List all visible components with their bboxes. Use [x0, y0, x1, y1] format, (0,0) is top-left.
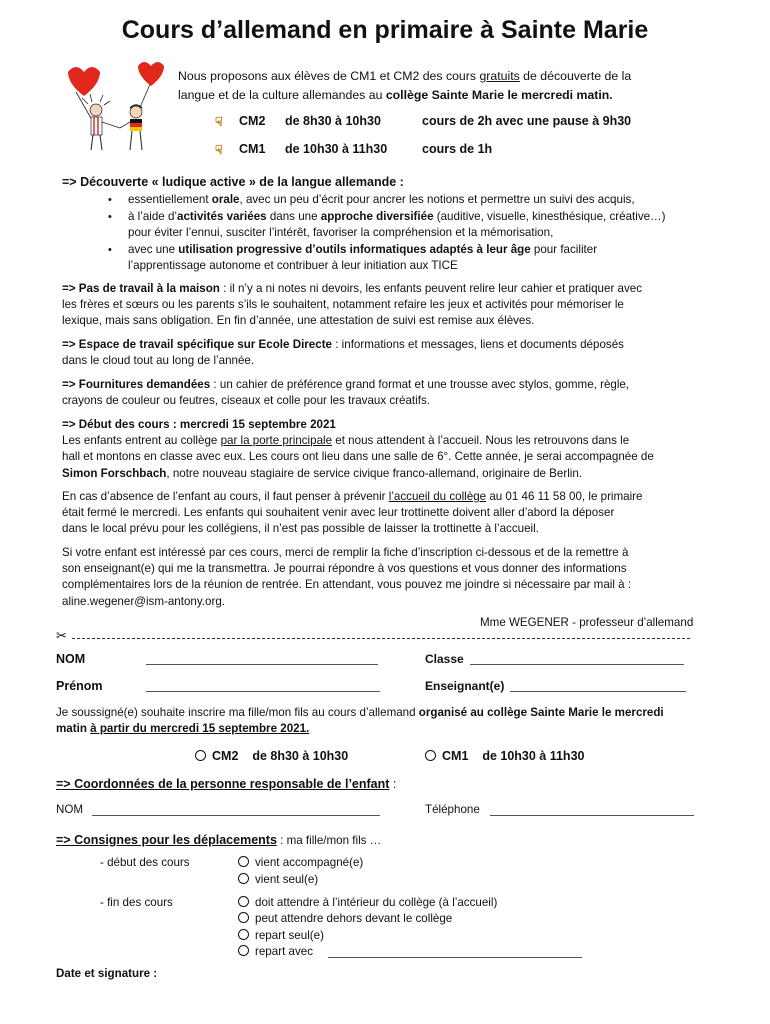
- radio-icon[interactable]: [238, 945, 249, 956]
- decouverte-item-3: avec une utilisation progressive d’outils informatiques adaptés à leur âge pour faciliter l’apprentissage autonome et contribuer à leur initiation aux TICE: [128, 243, 598, 273]
- children-balloons-illustration: [58, 62, 170, 154]
- cut-line: [72, 638, 690, 639]
- debut-option-1[interactable]: vient accompagné(e): [238, 855, 363, 871]
- pointer-hand-icon: ☟: [215, 115, 223, 129]
- radio-icon[interactable]: [425, 750, 436, 761]
- signature-line: Mme WEGENER - professeur d’allemand: [480, 616, 694, 629]
- decouverte-heading: => Découverte « ludique active » de la langue allemande :: [62, 175, 404, 189]
- fin-option-2[interactable]: peut attendre dehors devant le collège: [238, 911, 452, 927]
- radio-icon[interactable]: [238, 896, 249, 907]
- pointer-hand-icon: ☟: [215, 143, 223, 157]
- date-signature-label: Date et signature :: [56, 967, 158, 980]
- decouverte-item-2: à l’aide d’activités variées dans une approche diversifiée (auditive, visuelle, kinesthésique, créative…) pour éviter l’ennui, susciter l’intérêt, favoriser la compréhension et la mémorisation,: [128, 210, 666, 240]
- fin-option-3[interactable]: repart seul(e): [238, 928, 324, 944]
- classe-field[interactable]: [470, 664, 684, 665]
- absence-paragraph: En cas d’absence de l’enfant au cours, il faut penser à prévenir l’accueil du collège au 01 46 11 58 00, le primaire était fermé le mercredi. Les enfants qui souhaitent venir avec leur trottinette doivent aller d’abord la déposer dans le local prévu pour les collégiens, il n’est pas possible de laisser la trottinette à l’accueil.: [62, 490, 643, 536]
- radio-icon[interactable]: [238, 856, 249, 867]
- radio-icon[interactable]: [238, 873, 249, 884]
- repart-avec-field[interactable]: [328, 957, 582, 958]
- classe-label: Classe: [425, 652, 464, 666]
- intro-text: Nous proposons aux élèves de CM1 et CM2 des cours gratuits de découverte de la langue et de la culture allemandes au collège Sainte Marie le mercredi matin.: [178, 69, 632, 102]
- telephone-label: Téléphone: [425, 803, 480, 816]
- maison-paragraph: => Pas de travail à la maison : il n’y a ni notes ni devoirs, les enfants peuvent relire leur cahier et pratiquer avec les frères et sœurs ou les parents s’ils le souhaitent, notamment refaire les jeux et activités pour mémoriser le lexique, mais sans obligation. En fin d’année, une attestation de suivi est remise aux élèves.: [62, 282, 643, 328]
- enseignant-field[interactable]: [510, 691, 686, 692]
- radio-icon[interactable]: [238, 929, 249, 940]
- coord-nom-label: NOM: [56, 803, 84, 816]
- fin-option-1[interactable]: doit attendre à l’intérieur du collège (à l’accueil): [238, 895, 497, 911]
- radio-icon[interactable]: [195, 750, 206, 761]
- prenom-label: Prénom: [56, 679, 103, 693]
- bullet: •: [108, 211, 112, 223]
- telephone-field[interactable]: [490, 815, 694, 816]
- schedule-row-cm1: ☟ CM1 de 10h30 à 11h30 cours de 1h: [215, 142, 493, 157]
- debut-cours-label: - début des cours: [100, 856, 190, 869]
- page-title: Cours d’allemand en primaire à Sainte Marie: [121, 16, 649, 44]
- schedule-row-cm2: ☟ CM2 de 8h30 à 10h30 cours de 2h avec une pause à 9h30: [215, 114, 632, 129]
- decouverte-item-1: essentiellement orale, avec un peu d’écrit pour ancrer les notions et permettre un suivi des acquis,: [128, 193, 635, 206]
- scissors-icon: ✂: [56, 628, 67, 643]
- inscription-paragraph: Si votre enfant est intéressé par ces cours, merci de remplir la fiche d’inscription ci-dessous et de la remettre à son enseignant(e) qui me la transmettra. Je pourrai répondre à vos questions et vous donner des informations complémentaires lors de la réunion de rentrée. En attendant, vous pouvez me joindre si nécessaire par mail à : aline.wegener@ism-antony.org.: [62, 546, 632, 608]
- coord-nom-field[interactable]: [92, 815, 380, 816]
- consent-text: Je soussigné(e) souhaite inscrire ma fille/mon fils au cours d’allemand organisé au collège Sainte Marie le mercredi matin à partir du mercredi 15 septembre 2021.: [56, 706, 664, 736]
- espace-paragraph: => Espace de travail spécifique sur Ecole Directe : informations et messages, liens et documents déposés dans le cloud tout au long de l’année.: [62, 338, 624, 368]
- bullet: •: [108, 244, 112, 256]
- bullet: •: [108, 194, 112, 206]
- nom-field[interactable]: [146, 664, 378, 665]
- fin-cours-label: - fin des cours: [100, 896, 173, 909]
- radio-icon[interactable]: [238, 912, 249, 923]
- fin-option-4[interactable]: repart avec: [238, 944, 313, 960]
- enseignant-label: Enseignant(e): [425, 679, 505, 693]
- nom-label: NOM: [56, 652, 86, 666]
- fournitures-paragraph: => Fournitures demandées : un cahier de préférence grand format et une trousse avec stylos, gomme, règle, crayons de couleur ou feutres, ciseaux et colle pour les travaux créatifs.: [62, 378, 630, 408]
- option-cm1[interactable]: CM1 de 10h30 à 11h30: [425, 749, 584, 763]
- debut-option-2[interactable]: vient seul(e): [238, 872, 318, 888]
- debut-paragraph: => Début des cours : mercredi 15 septembre 2021 Les enfants entrent au collège par la porte principale et nous attendent à l’accueil. Nous les retrouvons dans le hall et montons en classe avec eux. Les cours ont lieu dans une salle de 6°. Cette année, je serai accompagnée de Simon Forschbach, notre nouveau stagiaire de service civique franco-allemand, originaire de Berlin.: [62, 418, 654, 480]
- prenom-field[interactable]: [146, 691, 380, 692]
- option-cm2[interactable]: CM2 de 8h30 à 10h30: [195, 749, 348, 763]
- coordonnees-heading: => Coordonnées de la personne responsable de l’enfant :: [56, 777, 397, 791]
- consignes-heading: => Consignes pour les déplacements : ma fille/mon fils …: [56, 833, 382, 847]
